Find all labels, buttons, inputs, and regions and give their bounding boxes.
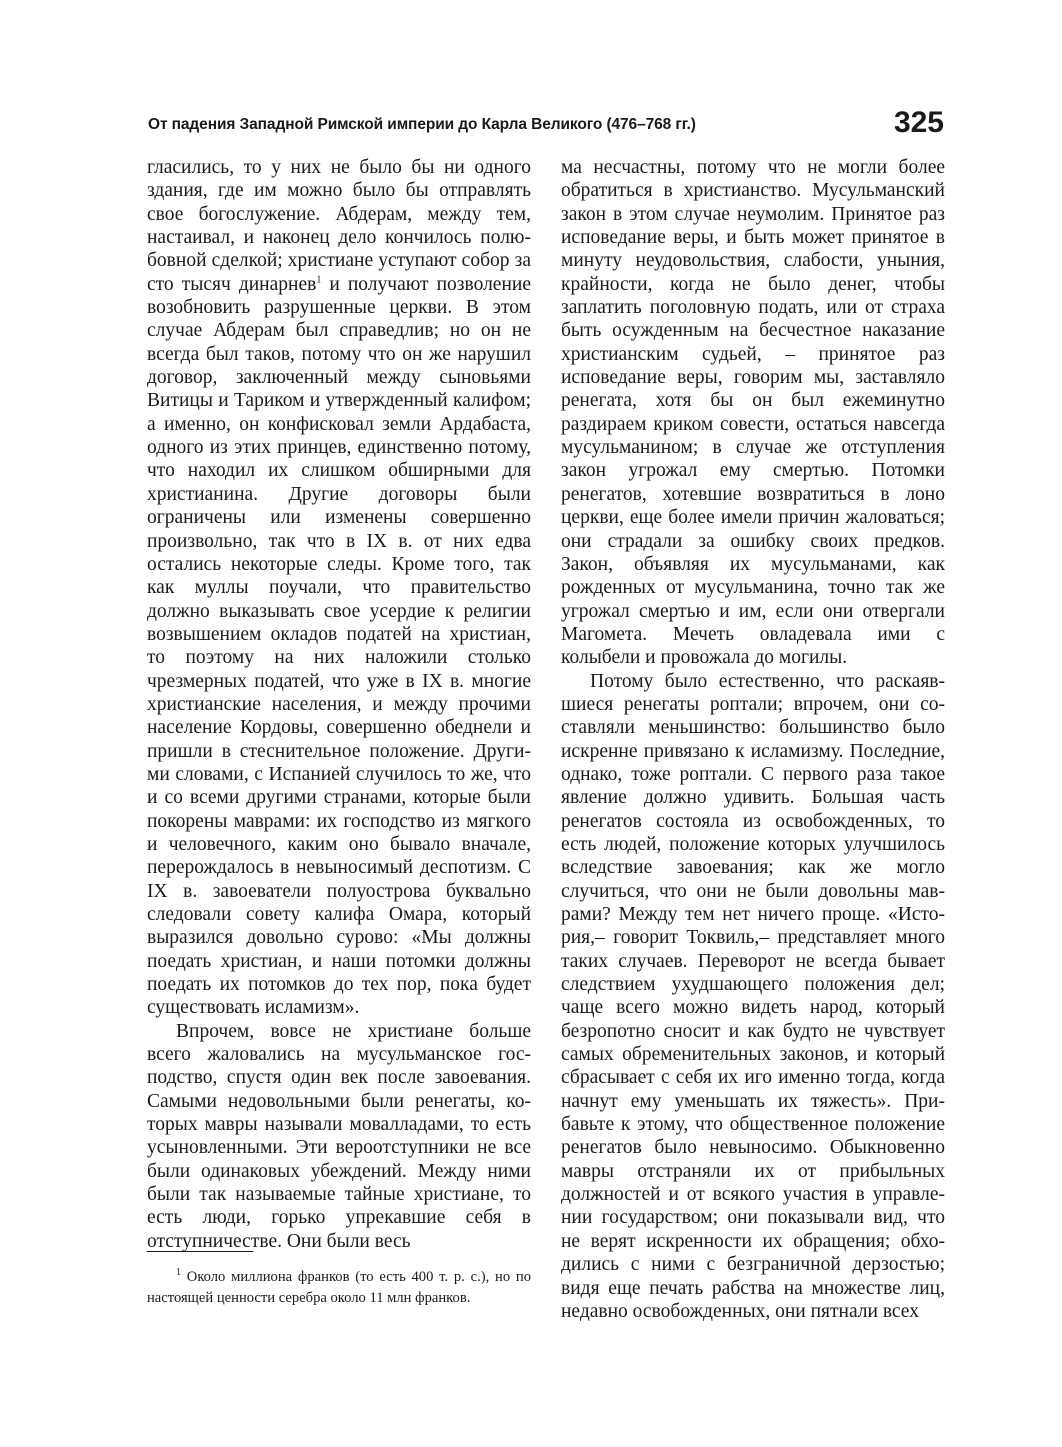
- left-column: [147, 156, 531, 1253]
- paragraph: Впрочем, вовсе не христиане больше всего жаловались на мусульманское господство, спустя один век после завоевания. Самыми недовольными были ренегаты, которых мавры называли мовалладами, то есть усыновленными. Эти вероотступники не все были одинаковых убеждений. Между ними были так называемые тайные христиане, то есть люди, горько упрекавшие себя в отступничестве. Они были весь: [147, 1020, 531, 1252]
- paragraph: Потому было естественно, что раскаявшиеся ренегаты роптали; впрочем, они составляли меньшинство: большинство было искренне привязано к исламизму. Последние, однако, тоже роптали. С первого раза такое явление должно удивить. Большая часть ренегатов состояла из освобожденных, то есть людей, положение которых улучшилось вследствие завоевания; как же могло случиться, что они не были довольны маврами? Между тем нет ничего проще. «История,– говорит Токвиль,– представляет много таких случаев. Переворот не всегда бывает следствием ухудшающего положения дел; чаще всего можно видеть народ, который безропотно сносит и как будто не чувствует самых обременительных законов, и который сбрасывает с себя их иго именно тогда, когда начнут ему уменьшать их тяжесть». Прибавьте к этому, что общественное положение ренегатов было невыносимо. Обыкновенно мавры отстраняли их от прибыльных должностей и от всякого участия в управлении государством; они показывали вид, что не верят искренности их обращения; обходились с ними с безграничной дерзостью; видя еще печать рабства на множестве лиц, недавно освобожденных, они пятнали всех: [561, 670, 945, 1322]
- paragraph: [147, 156, 531, 1020]
- footnote-text: Около миллиона франков (то есть 400 т. р. с.), но по настоящей ценности серебра около 11 млн франков.: [147, 1269, 531, 1306]
- running-header: [148, 106, 944, 144]
- paragraph-text: гласились, то у них не было бы ни одного здания, где им можно было бы отправлять свое богослужение. Абдерам, между тем, настаивал, и наконец дело кончилось полюбовной сделкой; христиане уступают собор за сто тысяч динарнев: [147, 157, 531, 295]
- footnote-marker: 1: [176, 1267, 181, 1279]
- paragraph: ма несчастны, потому что не могли более обратиться в христианство. Мусульманский закон в этом случае неумолим. Принятое раз исповедание веры, и быть может принятое в минуту неудовольствия, слабости, уныния, крайности, когда не было денег, чтобы заплатить поголовную подать, или от страха быть осужденным на бесчестное наказание христианским судьей, – принятое раз исповедание веры, говорим мы, заставляло ренегата, хотя бы он был ежеминутно раздираем криком совести, остаться навсегда мусульманином; в случае же отступления закон угрожал ему смертью. Потомки ренегатов, хотевшие возвратиться в лоно церкви, еще более имели причин жаловаться; они страдали за ошибку своих предков. Закон, объявляя их мусульманами, как рожденных от мусульманина, точно так же угрожал смертью и им, если они отвергали Магомета. Мечеть овладевала ими с колыбели и провожала до могилы.: [561, 157, 945, 669]
- paragraph-text: и получают позволение возобновить разрушенные церкви. В этом случае Абдерам был справедлив; но он не всегда был таков, потому что он же нарушил договор, заключенный между сыновьями Витицы и Тариком и утвержденный калифом; а именно, он конфисковал земли Ардабаста, одного из этих принцев, единственно потому, что находил их слишком обширными для христианина. Другие договоры были ограничены или изменены совершенно произвольно, так что в IX в. от них едва остались некоторые следы. Кроме того, так как муллы поучали, что правительство должно выказывать свое усердие к религии возвышением окладов податей на христиан, то поэтому на них наложили столько чрезмерных податей, что уже в IX в. многие христианские населения, и между прочими население Кордовы, совершенно обеднели и пришли в стеснительное положение. Другими словами, с Испанией случилось то же, что и со всеми другими странами, которые были покорены маврами: их господство из мягкого и человечного, каким оно бывало вначале, перерождалось в невыносимый деспотизм. С IX в. завоеватели полуострова буквально следовали совету калифа Омара, который выразился довольно сурово: «Мы должны поедать христиан, и наши потомки должны поедать их потомков до тех пор, пока будет существовать исламизм».: [147, 273, 531, 1019]
- footnote-divider: [147, 1251, 253, 1252]
- running-title: От падения Западной Римской империи до Карла Великого (476–768 гг.): [148, 116, 696, 133]
- right-column: [561, 156, 945, 1323]
- page-number: 325: [893, 106, 944, 139]
- footnote-reference: 1: [316, 274, 322, 286]
- footnote: [147, 1267, 531, 1308]
